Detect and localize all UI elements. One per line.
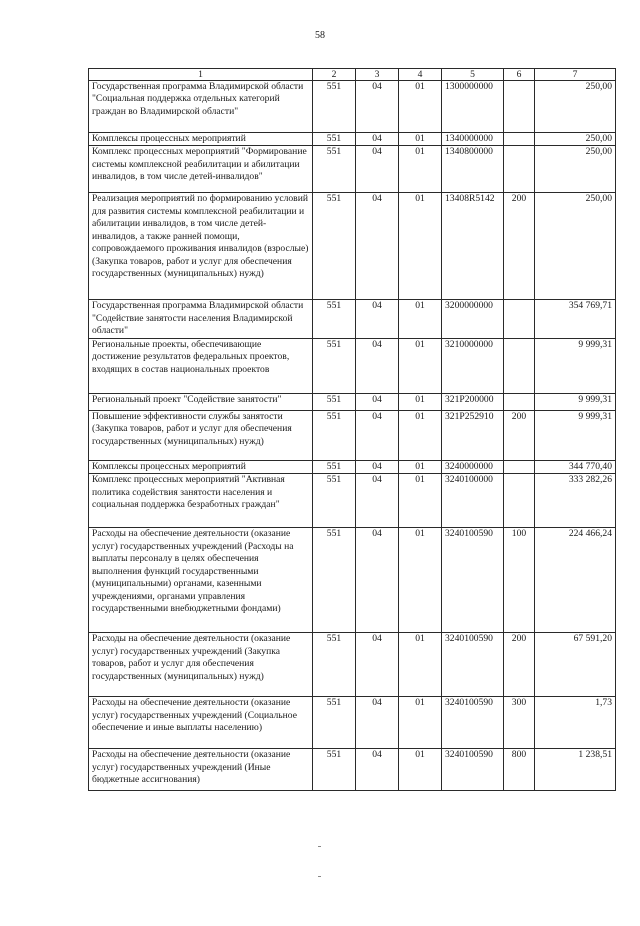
row-section: 04 (356, 146, 399, 193)
row-target-article: 3200000000 (442, 300, 504, 338)
row-section: 04 (356, 393, 399, 410)
row-amount: 250,00 (535, 193, 616, 300)
row-grbs: 551 (313, 474, 356, 528)
row-subsection: 01 (399, 410, 442, 460)
table-row (89, 749, 616, 791)
row-target-article: 13408R5142 (442, 193, 504, 300)
row-subsection: 01 (399, 633, 442, 697)
row-amount: 67 591,20 (535, 633, 616, 697)
column-header: 5 (442, 69, 504, 81)
row-name: Комплексы процессных мероприятий (89, 460, 313, 473)
row-amount: 344 770,40 (535, 460, 616, 473)
row-amount: 354 769,71 (535, 300, 616, 338)
row-amount: 9 999,31 (535, 393, 616, 410)
row-target-article: 321P252910 (442, 410, 504, 460)
row-grbs: 551 (313, 460, 356, 473)
row-amount: 1,73 (535, 697, 616, 749)
row-expense-type: 100 (504, 528, 535, 633)
row-subsection: 01 (399, 393, 442, 410)
row-name: Реализация мероприятий по формированию условий для развития системы комплексной реабилитации и абилитации инвалидов, в том числе детей-инвалидов, а также ранней помощи, сопровождаемого проживания инвалидов (взрослые) (Закупка товаров, работ и услуг для обеспечения государственных (муниципальных) нужд) (89, 193, 313, 300)
row-target-article: 3240100590 (442, 749, 504, 791)
row-subsection: 01 (399, 338, 442, 393)
row-target-article: 1340000000 (442, 133, 504, 146)
row-expense-type (504, 300, 535, 338)
row-expense-type: 800 (504, 749, 535, 791)
row-name: Комплекс процессных мероприятий "Формирование системы комплексной реабилитации и абилитации инвалидов, в том числе детей-инвалидов" (89, 146, 313, 193)
table-row (89, 81, 616, 133)
row-expense-type (504, 393, 535, 410)
row-grbs: 551 (313, 528, 356, 633)
row-expense-type (504, 146, 535, 193)
row-amount: 250,00 (535, 81, 616, 133)
row-name: Комплекс процессных мероприятий "Активная политика содействия занятости населения и социальная поддержка безработных граждан" (89, 474, 313, 528)
row-amount: 224 466,24 (535, 528, 616, 633)
row-subsection: 01 (399, 133, 442, 146)
row-section: 04 (356, 749, 399, 791)
row-grbs: 551 (313, 749, 356, 791)
header-row (89, 69, 616, 81)
row-grbs: 551 (313, 146, 356, 193)
table-row (89, 697, 616, 749)
row-name: Государственная программа Владимирской области "Социальная поддержка отдельных категорий граждан во Владимирской области" (89, 81, 313, 133)
column-header: 1 (89, 69, 313, 81)
row-target-article: 3240100590 (442, 633, 504, 697)
row-amount: 250,00 (535, 146, 616, 193)
row-section: 04 (356, 528, 399, 633)
scan-mark (318, 876, 321, 877)
row-section: 04 (356, 300, 399, 338)
row-target-article: 3210000000 (442, 338, 504, 393)
row-subsection: 01 (399, 697, 442, 749)
table-row (89, 300, 616, 338)
row-section: 04 (356, 460, 399, 473)
row-section: 04 (356, 474, 399, 528)
table-row (89, 193, 616, 300)
row-grbs: 551 (313, 300, 356, 338)
row-section: 04 (356, 193, 399, 300)
row-section: 04 (356, 633, 399, 697)
table-row (89, 410, 616, 460)
row-subsection: 01 (399, 749, 442, 791)
table-row (89, 460, 616, 473)
row-name: Государственная программа Владимирской области "Содействие занятости населения Владимирской области" (89, 300, 313, 338)
row-target-article: 3240100000 (442, 474, 504, 528)
row-name: Расходы на обеспечение деятельности (оказание услуг) государственных учреждений (Социальное обеспечение и иные выплаты населению) (89, 697, 313, 749)
row-section: 04 (356, 338, 399, 393)
budget-table (88, 68, 616, 791)
row-grbs: 551 (313, 338, 356, 393)
row-section: 04 (356, 133, 399, 146)
row-expense-type (504, 81, 535, 133)
row-grbs: 551 (313, 81, 356, 133)
row-target-article: 1300000000 (442, 81, 504, 133)
column-header: 7 (535, 69, 616, 81)
row-target-article: 3240000000 (442, 460, 504, 473)
row-expense-type (504, 460, 535, 473)
row-grbs: 551 (313, 133, 356, 146)
row-target-article: 321P200000 (442, 393, 504, 410)
row-expense-type: 200 (504, 633, 535, 697)
row-subsection: 01 (399, 146, 442, 193)
row-subsection: 01 (399, 193, 442, 300)
column-header: 4 (399, 69, 442, 81)
row-grbs: 551 (313, 633, 356, 697)
row-target-article: 3240100590 (442, 528, 504, 633)
row-expense-type: 200 (504, 193, 535, 300)
table-row (89, 146, 616, 193)
row-grbs: 551 (313, 193, 356, 300)
row-subsection: 01 (399, 460, 442, 473)
row-amount: 9 999,31 (535, 338, 616, 393)
row-target-article: 1340800000 (442, 146, 504, 193)
row-name: Повышение эффективности службы занятости (Закупка товаров, работ и услуг для обеспечения государственных (муниципальных) нужд) (89, 410, 313, 460)
column-header: 3 (356, 69, 399, 81)
table-row (89, 393, 616, 410)
table-row (89, 133, 616, 146)
row-name: Региональные проекты, обеспечивающие достижение результатов федеральных проектов, входящих в состав национальных проектов (89, 338, 313, 393)
row-grbs: 551 (313, 697, 356, 749)
row-amount: 333 282,26 (535, 474, 616, 528)
row-amount: 9 999,31 (535, 410, 616, 460)
row-section: 04 (356, 410, 399, 460)
row-expense-type (504, 338, 535, 393)
column-header: 6 (504, 69, 535, 81)
row-name: Комплексы процессных мероприятий (89, 133, 313, 146)
row-subsection: 01 (399, 528, 442, 633)
row-name: Расходы на обеспечение деятельности (оказание услуг) государственных учреждений (Закупка товаров, работ и услуг для обеспечения государственных (муниципальных) нужд) (89, 633, 313, 697)
row-expense-type: 300 (504, 697, 535, 749)
row-name: Расходы на обеспечение деятельности (оказание услуг) государственных учреждений (Иные бюджетные ассигнования) (89, 749, 313, 791)
page-number: 58 (315, 30, 325, 41)
row-grbs: 551 (313, 393, 356, 410)
row-amount: 1 238,51 (535, 749, 616, 791)
scan-mark (318, 846, 321, 847)
row-name: Региональный проект "Содействие занятости" (89, 393, 313, 410)
table-row (89, 528, 616, 633)
row-expense-type: 200 (504, 410, 535, 460)
row-grbs: 551 (313, 410, 356, 460)
row-expense-type (504, 133, 535, 146)
row-amount: 250,00 (535, 133, 616, 146)
column-header: 2 (313, 69, 356, 81)
row-name: Расходы на обеспечение деятельности (оказание услуг) государственных учреждений (Расходы на выплаты персоналу в целях обеспечения выполнения функций государственными (муниципальными) органами, казенными учреждениями, органами управления государственными внебюджетными фондами) (89, 528, 313, 633)
table-row (89, 338, 616, 393)
row-section: 04 (356, 697, 399, 749)
row-section: 04 (356, 81, 399, 133)
row-subsection: 01 (399, 474, 442, 528)
row-target-article: 3240100590 (442, 697, 504, 749)
table-row (89, 633, 616, 697)
row-subsection: 01 (399, 81, 442, 133)
table-row (89, 474, 616, 528)
row-expense-type (504, 474, 535, 528)
row-subsection: 01 (399, 300, 442, 338)
